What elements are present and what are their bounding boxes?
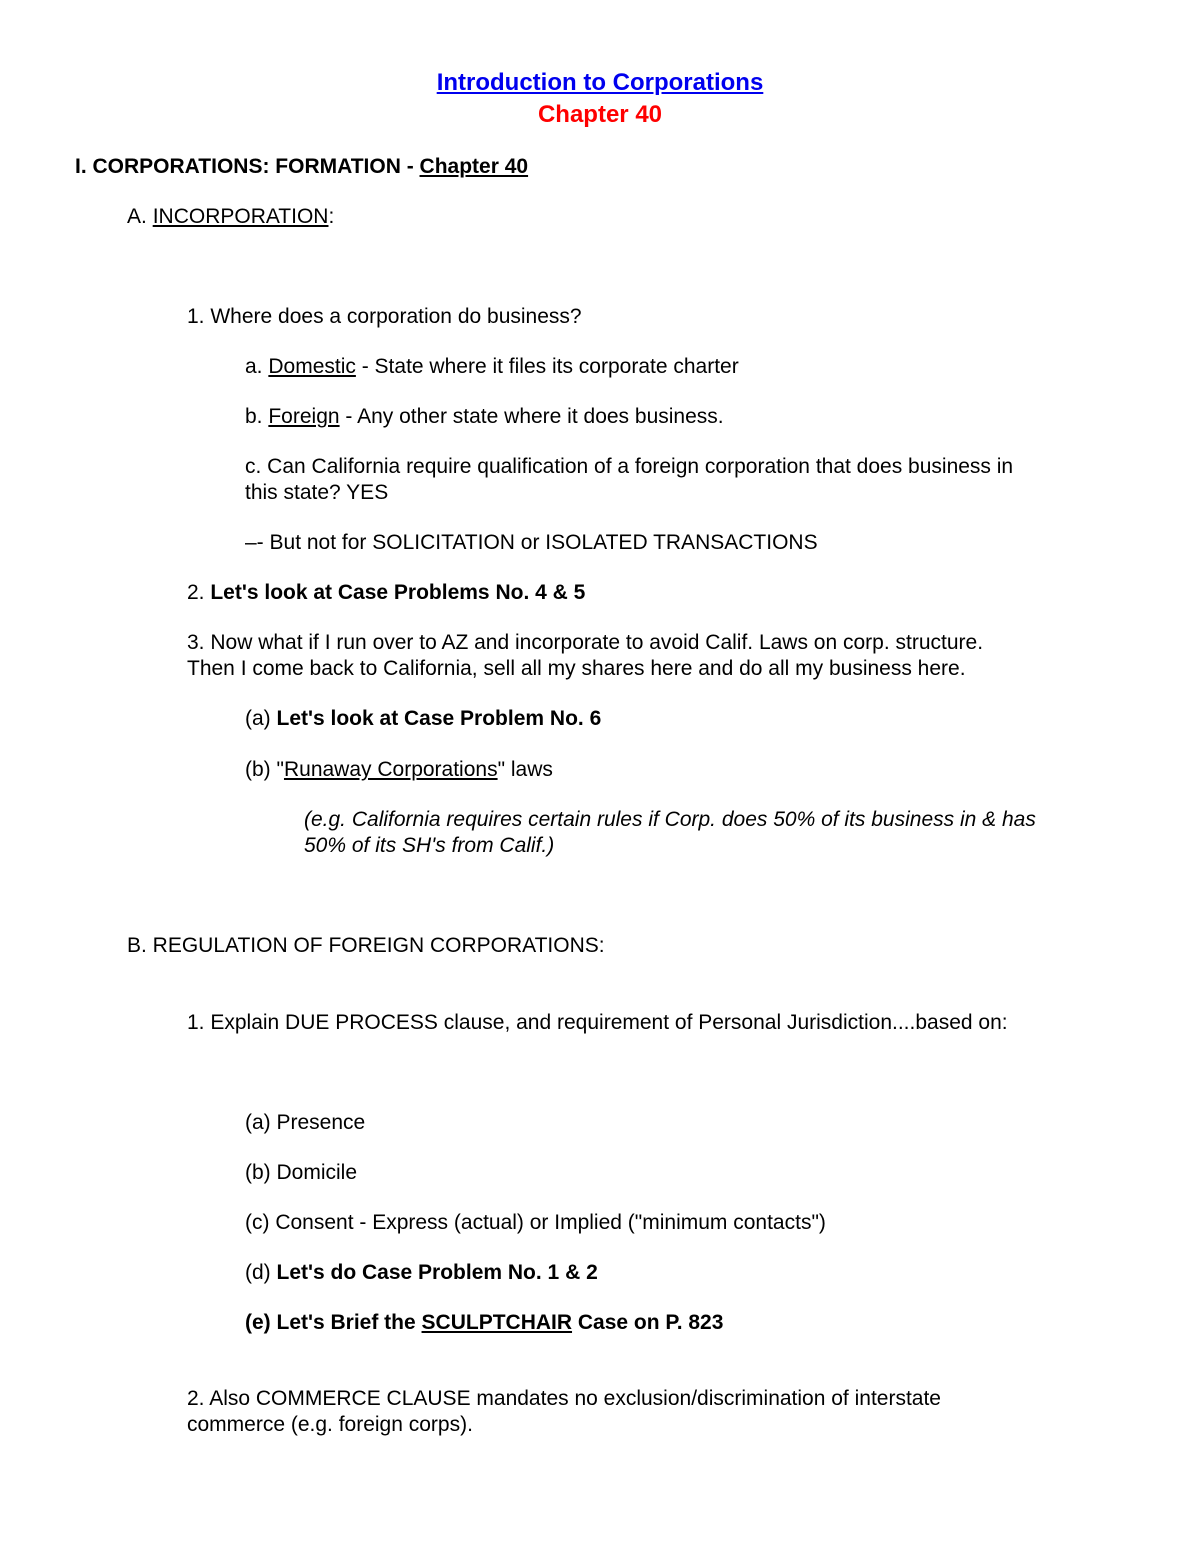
question-where-business: 1. Where does a corporation do business? — [187, 305, 582, 328]
item-c-line2: this state? YES — [245, 481, 389, 504]
part-a-suffix: : — [328, 205, 335, 228]
term-domestic: Domestic — [268, 355, 356, 378]
commerce-clause-line1: 2. Also COMMERCE CLAUSE mandates no exclusion/discrimination of interstate — [187, 1387, 941, 1410]
item-consent: (c) Consent - Express (actual) or Implied ("minimum contacts") — [245, 1211, 826, 1234]
section-heading-text: I. CORPORATIONS: FORMATION - — [75, 155, 420, 178]
item-case-problem-6 — [245, 706, 601, 732]
chapter-link: Chapter 40 — [419, 155, 529, 178]
commerce-clause-line2: commerce (e.g. foreign corps). — [187, 1413, 473, 1436]
e-prefix: (e) Let's Brief the — [245, 1311, 422, 1334]
q3a-prefix: (a) — [245, 707, 277, 730]
section-heading — [75, 154, 528, 180]
d-prefix: (d) — [245, 1261, 277, 1284]
q2-prefix: 2. — [187, 581, 211, 604]
item-a-prefix: a. — [245, 355, 269, 378]
term-runaway-corporations: Runaway Corporations — [283, 758, 498, 781]
question-due-process: 1. Explain DUE PROCESS clause, and requirement of Personal Jurisdiction....based on: — [187, 1011, 1008, 1034]
item-a-text: - State where it files its corporate charter — [355, 355, 739, 378]
part-a-label: INCORPORATION — [152, 205, 329, 228]
solicitation-note: –- But not for SOLICITATION or ISOLATED TRANSACTIONS — [245, 531, 818, 554]
q3a-bold: Let's look at Case Problem No. 6 — [276, 707, 602, 730]
document-title: Introduction to Corporations — [436, 69, 764, 96]
q3b-suffix: " laws — [497, 758, 553, 781]
term-foreign: Foreign — [268, 405, 340, 428]
item-domicile: (b) Domicile — [245, 1161, 358, 1184]
part-a-prefix: A. — [127, 205, 153, 228]
item-presence: (a) Presence — [245, 1111, 366, 1134]
question-case-problems-4-5 — [187, 580, 585, 606]
q2-bold: Let's look at Case Problems No. 4 & 5 — [210, 581, 586, 604]
question-az-line2: Then I come back to California, sell all my shares here and do all my business here. — [187, 657, 966, 680]
term-sculptchair: SCULPTCHAIR — [421, 1311, 573, 1334]
chapter-subtitle: Chapter 40 — [537, 101, 663, 128]
question-az-line1: 3. Now what if I run over to AZ and incorporate to avoid Calif. Laws on corp. structure. — [187, 631, 984, 654]
item-case-problem-1-2 — [245, 1260, 598, 1286]
q3b-prefix: (b) " — [245, 758, 284, 781]
item-domestic — [245, 354, 739, 380]
d-bold: Let's do Case Problem No. 1 & 2 — [276, 1261, 598, 1284]
item-sculptchair-case — [245, 1310, 723, 1336]
e-suffix: Case on P. 823 — [572, 1311, 724, 1334]
part-b-heading: B. REGULATION OF FOREIGN CORPORATIONS: — [127, 934, 605, 957]
item-c-line1: c. Can California require qualification of a foreign corporation that does business in — [245, 455, 1014, 478]
item-b-prefix: b. — [245, 405, 269, 428]
part-a-heading — [127, 204, 334, 230]
item-foreign — [245, 404, 724, 430]
item-runaway-corporations — [245, 757, 553, 783]
example-line1: (e.g. California requires certain rules if Corp. does 50% of its business in & has — [304, 808, 1036, 831]
example-line2: 50% of its SH's from Calif.) — [304, 834, 555, 857]
item-b-text: - Any other state where it does business. — [339, 405, 724, 428]
